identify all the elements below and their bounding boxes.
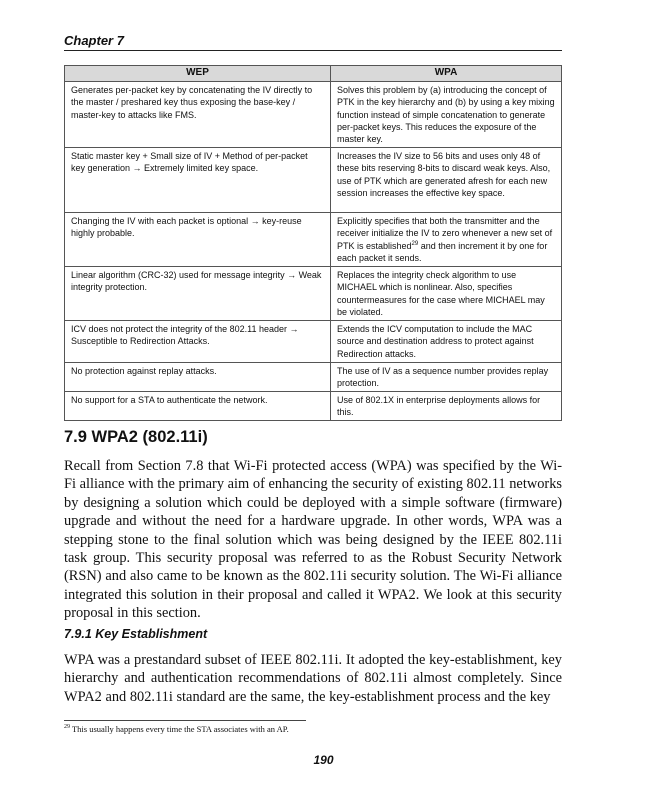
wep-cell: Linear algorithm (CRC-32) used for message integrity → Weak integrity protection. [65, 267, 331, 321]
wpa-cell: Solves this problem by (a) introducing the concept of PTK in the key hierarchy and (b) by using a key mixing function instead of simple concatenation to generate per-packet keys. This reduces the exposure of the master key. [331, 82, 562, 148]
column-header-wep: WEP [65, 66, 331, 82]
chapter-label: Chapter 7 [64, 33, 124, 48]
wep-cell: Changing the IV with each packet is optional → key-reuse highly probable. [65, 213, 331, 267]
table-header-row [65, 66, 562, 82]
running-header [64, 32, 562, 50]
footnote-text: This usually happens every time the STA associates with an AP. [70, 724, 289, 734]
wep-wpa-comparison-table [64, 65, 562, 421]
wpa-cell: Increases the IV size to 56 bits and uses only 48 of these bits reserving 8-bits to discard weak keys. Also, use of PTK which are generated afresh for each new session increases the effective key space. [331, 148, 562, 213]
section-paragraph: Recall from Section 7.8 that Wi-Fi protected access (WPA) was specified by the Wi-Fi alliance with the primary aim of enhancing the security of existing 802.11 networks by designing a solution which could be deployed with a simple software (firmware) upgrade and without the need for a hardware upgrade. In other words, WPA was a stepping stone to the final solution which was being designed by the IEEE 802.11i task group. This security proposal was referred to as the Robust Security Network (RSN) and also came to be known as the 802.11i security solution. The Wi-Fi alliance integrated this solution in their proposal and called it WPA2. We look at this security proposal in this section. [64, 458, 562, 622]
wpa-cell: Use of 802.1X in enterprise deployments allows for this. [331, 392, 562, 421]
wpa-cell: Replaces the integrity check algorithm to use MICHAEL which is nonlinear. Also, specifies countermeasures for the case where MICHAEL may be violated. [331, 267, 562, 321]
wep-cell: No support for a STA to authenticate the network. [65, 392, 331, 421]
footnote-mark: 29 [64, 724, 70, 731]
table-row [65, 213, 562, 267]
wpa-cell [331, 213, 562, 267]
table-row [65, 148, 562, 213]
wep-cell: No protection against replay attacks. [65, 363, 331, 392]
wep-cell: Static master key + Small size of IV + Method of per-packet key generation → Extremely limited key space. [65, 148, 331, 213]
footnote-rule [64, 720, 306, 721]
table-row [65, 363, 562, 392]
table-row [65, 82, 562, 148]
footnote [64, 724, 289, 734]
header-rule [64, 50, 562, 51]
subsection-paragraph: WPA was a prestandard subset of IEEE 802.11i. It adopted the key-establishment, key hierarchy and authentication recommendations of 802.11i almost completely. Since WPA2 and 802.11i standard are the same, the key-establishment process and the key [64, 652, 562, 705]
table-row [65, 267, 562, 321]
wpa-cell: The use of IV as a sequence number provides replay protection. [331, 363, 562, 392]
column-header-wpa: WPA [331, 66, 562, 82]
table-row [65, 392, 562, 421]
subsection-heading: 7.9.1 Key Establishment [64, 627, 208, 641]
wpa-cell-text-tail: and then increment it by one for each packet it sends. [337, 240, 548, 263]
wep-cell: Generates per-packet key by concatenating the IV directly to the master / preshared key thus exposing the base-key / master-key to attacks like FMS. [65, 82, 331, 148]
footnote-ref: 29 [411, 240, 419, 247]
section-heading: 7.9 WPA2 (802.11i) [64, 428, 208, 446]
wpa-cell-text: Explicitly specifies that both the transmitter and the receiver initialize the IV to zero whenever a new set of PTK is established [337, 216, 553, 251]
wpa-cell: Extends the ICV computation to include the MAC source and destination address to protect against Redirection attacks. [331, 321, 562, 363]
table-row [65, 321, 562, 363]
wep-cell: ICV does not protect the integrity of the 802.11 header → Susceptible to Redirection Attacks. [65, 321, 331, 363]
page-number: 190 [313, 753, 334, 767]
